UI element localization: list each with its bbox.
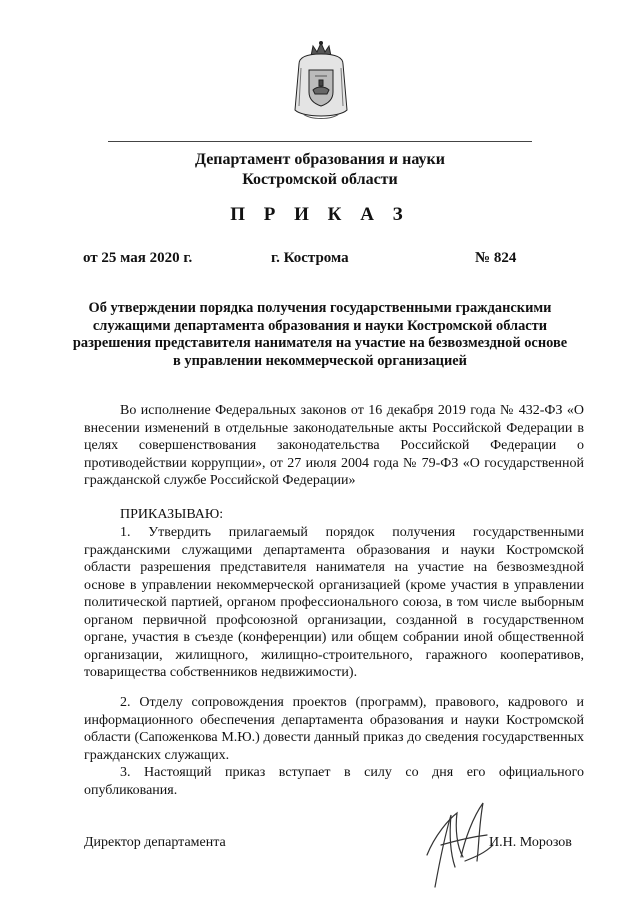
document-type-title: П Р И К А З [230, 204, 410, 225]
document-subject: Об утверждении порядка получения государственными гражданскими служащими департамента образования и науки Костромской области разрешения представителя нанимателя на участие на безвозмездной основе в управлении некоммерческой организацией [72, 300, 568, 369]
document-number: № 824 [475, 250, 517, 266]
intro-paragraph: Во исполнение Федеральных законов от 16 декабря 2019 года № 432-ФЗ «О внесении изменений в отдельные законодательные акты Российской Федерации в целях совершенствования законодательства Российской Федерации о противодействии коррупции», от 27 июля 2004 года № 79-ФЗ «О государственной гражданской службе Российской Федерации» [84, 403, 584, 488]
document-city: г. Кострома [271, 250, 349, 266]
order-item-3: 3. Настоящий приказ вступает в силу со дня его официального опубликования. [84, 765, 584, 798]
coat-of-arms-icon [289, 40, 353, 126]
order-word: ПРИКАЗЫВАЮ: [120, 507, 224, 522]
department-name-line2: Костромской области [242, 171, 398, 188]
order-item-2: 2. Отделу сопровождения проектов (программ), правового, кадрового и информационного обеспечения департамента образования и науки Костромской области (Сапоженкова М.Ю.) довести данный приказ до сведения государственных гражданских служащих. [84, 695, 584, 763]
document-date: от 25 мая 2020 г. [83, 250, 193, 266]
header-divider [108, 141, 532, 142]
order-item-1: 1. Утвердить прилагаемый порядок получения государственными гражданскими служащими департамента образования и науки Костромской области разрешения представителя нанимателя на участие на безвозмездной основе в управлении некоммерческой организацией (кроме участия в управлении политической партией, органом профессионального союза, в том числе выборным органом первичной профсоюзной организации, созданной в государственном органе, участия в съезде (конференции) или общем собрании иной общественной организации, жилищного, жилищно-строительного, гаражного кооперативов, товарищества собственников недвижимости). [84, 525, 584, 680]
signatory-position: Директор департамента [84, 835, 226, 850]
department-name-line1: Департамент образования и науки [195, 151, 445, 168]
signatory-name: И.Н. Морозов [489, 835, 572, 850]
